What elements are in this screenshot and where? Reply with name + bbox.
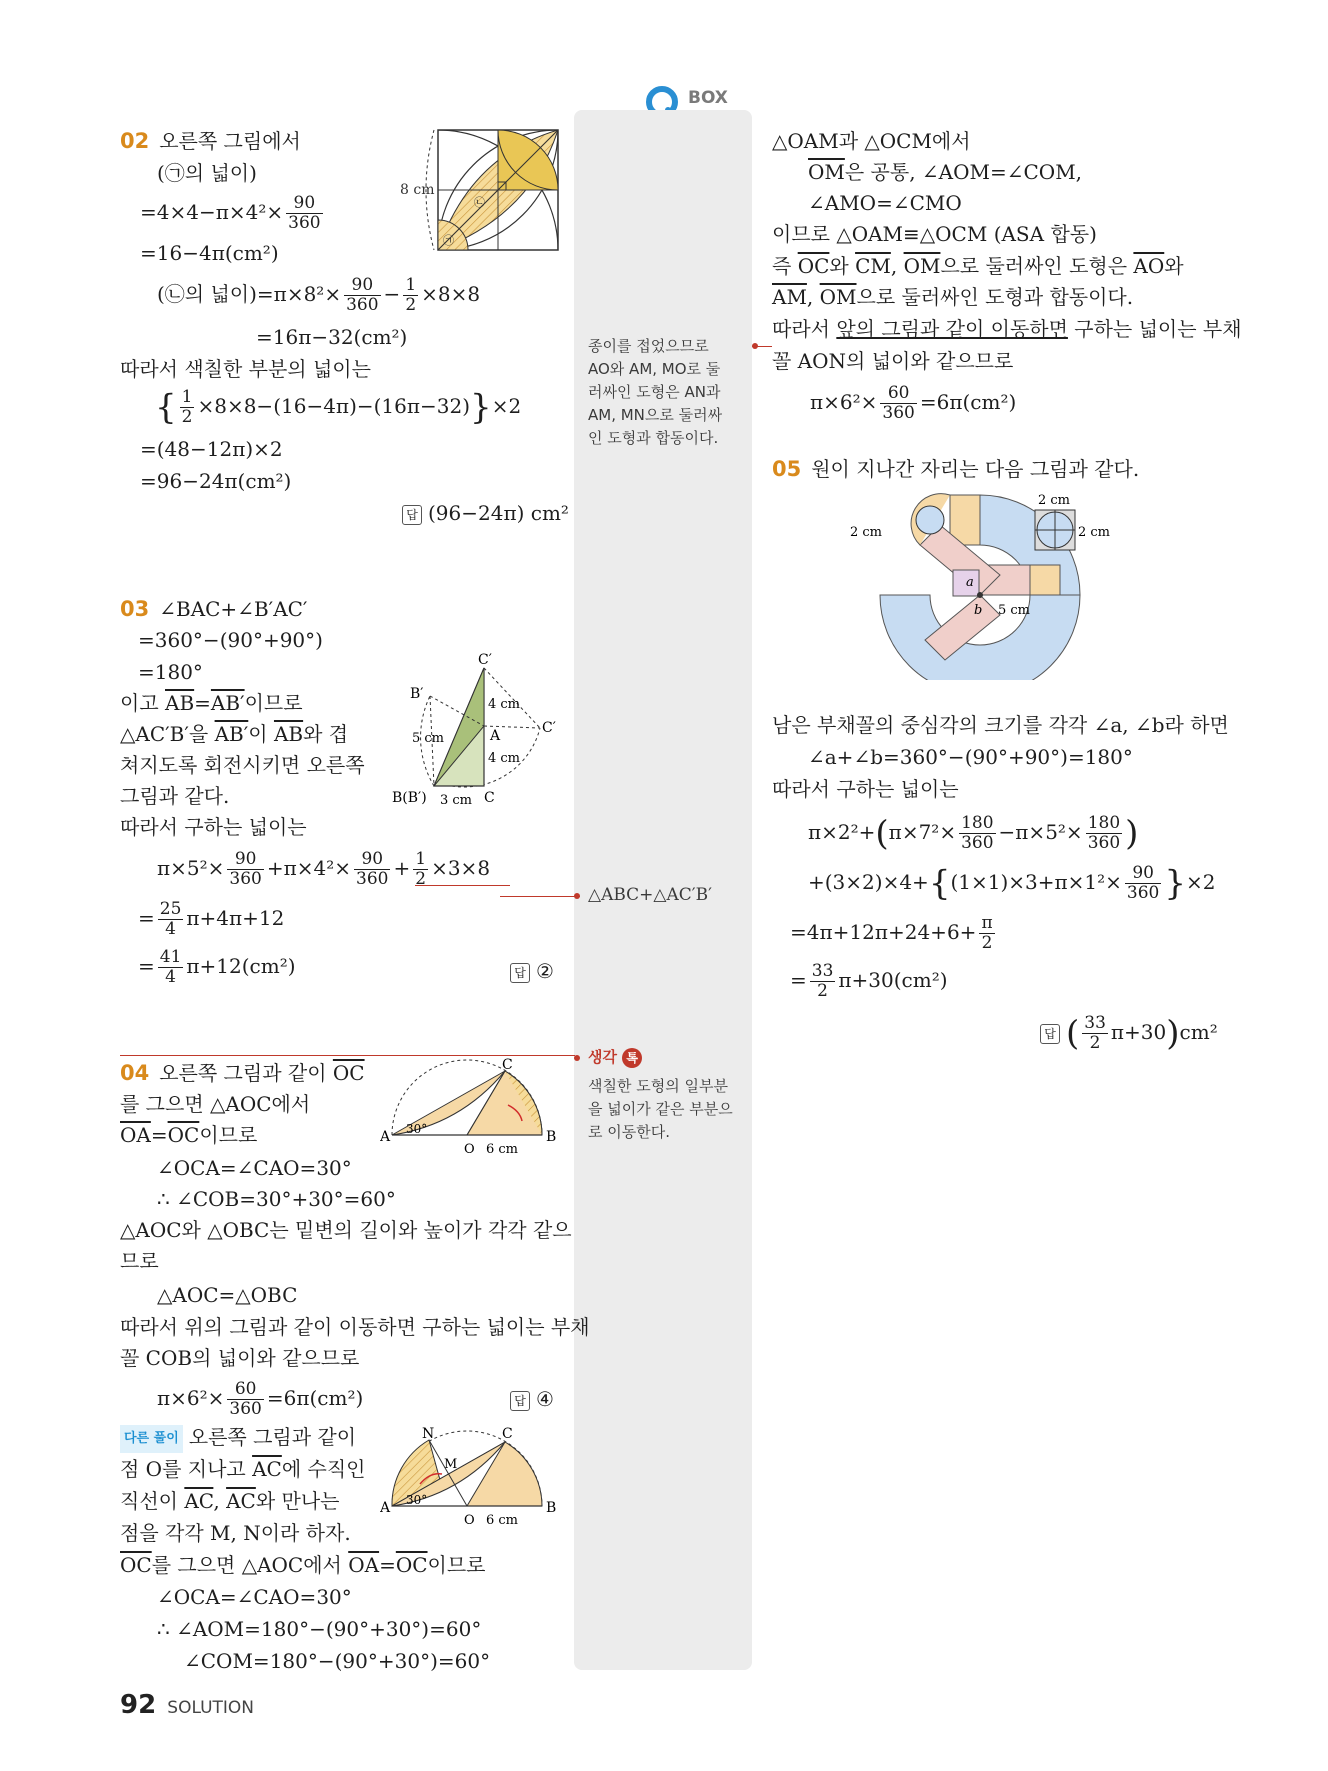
p04-line-6: △AOC와 △OBC는 밑변의 길이와 높이가 각각 같으 xyxy=(120,1218,572,1242)
box-label: BOX xyxy=(688,88,728,108)
p04-line-3: $\overline{OA}=\overline{OC}$이므로 xyxy=(120,1123,258,1147)
p04-alt-2: 점 O를 지나고 $\overline{AC}$에 수직인 xyxy=(120,1457,366,1481)
p02-line-intro: 02 오른쪽 그림에서 xyxy=(120,129,301,153)
right-line-6: $\overline{AM}$, $\overline{OM}$으로 둘러싸인 도형과 합동이다. xyxy=(772,285,1134,309)
svg-text:C: C xyxy=(484,790,495,806)
sidebar-note-1-dot xyxy=(752,343,758,349)
section-label: SOLUTION xyxy=(167,1698,255,1718)
p03-line-7: 그림과 같다. xyxy=(120,784,230,808)
p02-line-4: (㉡의 넓이)=π×8²× $\frac{90}{360}$ − $\frac{1}{2}$ ×8×8 xyxy=(157,275,481,315)
svg-text:C: C xyxy=(502,1426,513,1442)
p03-line-10: = $\frac{25}{4}$ π+4π+12 xyxy=(138,899,285,939)
svg-text:C′: C′ xyxy=(478,652,492,668)
svg-text:6 cm: 6 cm xyxy=(486,1142,519,1157)
p02-answer: 답 (96−24π) cm² xyxy=(402,500,569,526)
p04-line-2: 를 그으면 △AOC에서 xyxy=(120,1092,311,1116)
answer-mark-icon: 답 xyxy=(510,1391,530,1411)
p02-line-1: (㉠의 넓이) xyxy=(157,161,257,185)
svg-text:㉠: ㉠ xyxy=(443,234,454,247)
p05-line-4: π×2²+(π×7²× $\frac{180}{360}$ −π×5²× $\frac{180}{360}$ ) xyxy=(808,813,1139,854)
p03-line-6: 쳐지도록 회전시키면 오른쪽 xyxy=(120,753,365,777)
p03-line-11: = $\frac{41}{4}$ π+12(cm²) xyxy=(138,947,296,987)
p04-alt-7: ∴ ∠AOM=180°−(90°+30°)=60° xyxy=(157,1617,482,1641)
p02-line-9: =96−24π(cm²) xyxy=(140,469,292,493)
p05-answer: 답 ( $\frac{33}{2}$ π+30)cm² xyxy=(1040,1014,1218,1053)
svg-text:2 cm: 2 cm xyxy=(1038,493,1071,508)
p05-line-7: = $\frac{33}{2}$ π+30(cm²) xyxy=(790,961,948,1001)
svg-text:B′: B′ xyxy=(410,686,424,702)
right-line-9: π×6²× $\frac{60}{360}$ =6π(cm²) xyxy=(810,383,1017,423)
p04-alt-6: ∠OCA=∠CAO=30° xyxy=(157,1585,352,1609)
right-line-7: 따라서 앞의 그림과 같이 이동하면 구하는 넓이는 부채 xyxy=(772,317,1242,341)
svg-text:C: C xyxy=(502,1057,513,1073)
p04-answer: 답 ④ xyxy=(510,1386,554,1412)
p03-answer: 답 ② xyxy=(510,958,554,984)
p04-alt-3: 직선이 $\overline{AC}$, $\overline{AC}$와 만나는 xyxy=(120,1489,340,1513)
p04-line-1: 04 오른쪽 그림과 같이 $\overline{OC}$ xyxy=(120,1061,365,1085)
p04-line-10: 꼴 COB의 넓이와 같으므로 xyxy=(120,1346,360,1370)
svg-text:5 cm: 5 cm xyxy=(998,603,1031,618)
svg-text:a: a xyxy=(966,575,974,590)
sidebar-think-title: 생각 톡 xyxy=(588,1046,642,1069)
svg-text:㉡: ㉡ xyxy=(474,196,485,209)
p02-line-2: =4×4−π×4²× $\frac{90}{360}$ xyxy=(140,193,321,233)
sidebar-note-1: 종이를 접었으므로 AO와 AM, MO로 둘 러싸인 도형은 AN과 AM, MN으로 둘러싸 인 도형과 합동이다. xyxy=(588,337,723,447)
p03-line-1: 03 ∠BAC+∠B′AC′ xyxy=(120,597,308,621)
svg-text:A: A xyxy=(380,1500,391,1516)
svg-text:B: B xyxy=(546,1500,557,1516)
p04-figure-2 xyxy=(380,1424,560,1530)
right-line-5: 즉 $\overline{OC}$와 $\overline{CM}$, $\overline{OM}$으로 둘러싸인 도형은 $\overline{AO}$와 xyxy=(772,254,1184,278)
answer-mark-icon: 답 xyxy=(402,505,422,525)
p02-fig-side: 8 cm xyxy=(400,182,435,198)
answer-mark-icon: 답 xyxy=(510,963,530,983)
p03-number: 03 xyxy=(120,597,150,621)
p04-alt-4: 점을 각각 M, N이라 하자. xyxy=(120,1521,351,1545)
svg-text:C′: C′ xyxy=(542,720,556,736)
svg-text:B(B′): B(B′) xyxy=(392,790,427,806)
right-line-3: ∠AMO=∠CMO xyxy=(808,191,962,215)
svg-text:B: B xyxy=(546,1129,557,1145)
p04-number: 04 xyxy=(120,1061,150,1085)
p03-underline xyxy=(415,885,510,886)
p05-line-2: ∠a+∠b=360°−(90°+90°)=180° xyxy=(808,745,1133,769)
sidebar-note-2-dot xyxy=(574,893,580,899)
p02-line-8: =(48−12π)×2 xyxy=(140,437,283,461)
p03-line-2: =360°−(90°+90°) xyxy=(138,628,323,652)
p03-line-8: 따라서 구하는 넓이는 xyxy=(120,815,307,839)
svg-text:A: A xyxy=(490,728,501,744)
svg-text:2 cm: 2 cm xyxy=(1078,525,1111,540)
p03-line-4: 이고 $\overline{AB}=AB'$이므로 xyxy=(120,691,303,715)
svg-text:b: b xyxy=(974,603,983,618)
svg-text:5 cm: 5 cm xyxy=(412,731,445,746)
p05-figure xyxy=(850,490,1120,680)
p04-line-5: ∴ ∠COB=30°+30°=60° xyxy=(157,1187,396,1211)
speech-bubble-icon: 톡 xyxy=(622,1048,642,1068)
svg-text:6 cm: 6 cm xyxy=(486,1513,519,1528)
svg-text:M: M xyxy=(444,1457,458,1472)
p05-line-1: 남은 부채꼴의 중심각의 크기를 각각 ∠a, ∠b라 하면 xyxy=(772,713,1229,737)
p02-figure xyxy=(400,126,566,258)
page-number: 92 xyxy=(120,1690,157,1720)
p04-alt-5: $\overline{OC}$를 그으면 △AOC에서 $\overline{OA}=\overline{OC}$이므로 xyxy=(120,1553,486,1577)
p03-connector xyxy=(500,896,580,897)
p04-alt-1: 다른 풀이 오른쪽 그림과 같이 xyxy=(120,1424,356,1453)
svg-text:O: O xyxy=(464,1142,475,1157)
svg-text:3 cm: 3 cm xyxy=(440,793,473,808)
p03-line-9: π×5²× $\frac{90}{360}$ +π×4²× $\frac{90}{360}$ + $\frac{1}{2}$ ×3×8 xyxy=(157,849,491,889)
p04-line-7: 므로 xyxy=(120,1249,159,1273)
p03-line-5: △AC′B′을 AB′이 $\overline{AB}$와 겹 xyxy=(120,722,349,746)
p02-line-6: 따라서 색칠한 부분의 넓이는 xyxy=(120,357,371,381)
right-line-4: 이므로 △OAM≡△OCM (ASA 합동) xyxy=(772,222,1097,246)
p03-figure xyxy=(392,650,562,810)
svg-text:30°: 30° xyxy=(406,1493,428,1507)
answer-mark-icon: 답 xyxy=(1040,1024,1060,1044)
p05-line-5: +(3×2)×4+{(1×1)×3+π×1²× $\frac{90}{360}$ }×2 xyxy=(808,863,1216,904)
p04-line-4: ∠OCA=∠CAO=30° xyxy=(157,1156,352,1180)
p04-line-11: π×6²× $\frac{60}{360}$ =6π(cm²) xyxy=(157,1379,364,1419)
right-line-8: 꼴 AON의 넓이와 같으므로 xyxy=(772,349,1014,373)
svg-text:O: O xyxy=(464,1513,475,1528)
svg-text:30°: 30° xyxy=(406,1122,428,1136)
sidebar-note-2: △ABC+△AC′B′ xyxy=(588,885,712,905)
p02-line-3: =16−4π(cm²) xyxy=(140,241,279,265)
p02-number: 02 xyxy=(120,129,150,153)
page-footer xyxy=(120,1690,254,1720)
alt-solution-tag: 다른 풀이 xyxy=(120,1425,183,1453)
svg-text:A: A xyxy=(380,1129,391,1145)
svg-text:4 cm: 4 cm xyxy=(488,751,521,766)
svg-text:4 cm: 4 cm xyxy=(488,697,521,712)
svg-text:N: N xyxy=(422,1426,435,1442)
svg-text:2 cm: 2 cm xyxy=(850,525,883,540)
p05-line-3: 따라서 구하는 넓이는 xyxy=(772,777,959,801)
sidebar-think-dot xyxy=(574,1055,580,1061)
p04-line-8: △AOC=△OBC xyxy=(157,1283,298,1307)
p05-line-intro: 05 원이 지나간 자리는 다음 그림과 같다. xyxy=(772,457,1140,481)
sidebar-note-3: 색칠한 도형의 일부분 을 넓이가 같은 부분으 로 이동한다. xyxy=(588,1077,733,1141)
p02-line-7: { $\frac{1}{2}$ ×8×8−(16−4π)−(16π−32)}×2 xyxy=(155,387,522,428)
right-line-1: △OAM과 △OCM에서 xyxy=(772,129,971,153)
p04-figure-1 xyxy=(380,1055,560,1159)
p02-line-5: =16π−32(cm²) xyxy=(256,325,408,349)
p04-line-9: 따라서 위의 그림과 같이 이동하면 구하는 넓이는 부채 xyxy=(120,1315,590,1339)
p05-line-6: =4π+12π+24+6+ $\frac{\pi}{2}$ xyxy=(790,913,993,953)
p04-alt-8: ∠COM=180°−(90°+30°)=60° xyxy=(184,1649,491,1673)
p03-line-3: =180° xyxy=(138,660,203,684)
p05-number: 05 xyxy=(772,457,802,481)
right-line-2: $\overline{OM}$은 공통, ∠AOM=∠COM, xyxy=(808,160,1083,184)
